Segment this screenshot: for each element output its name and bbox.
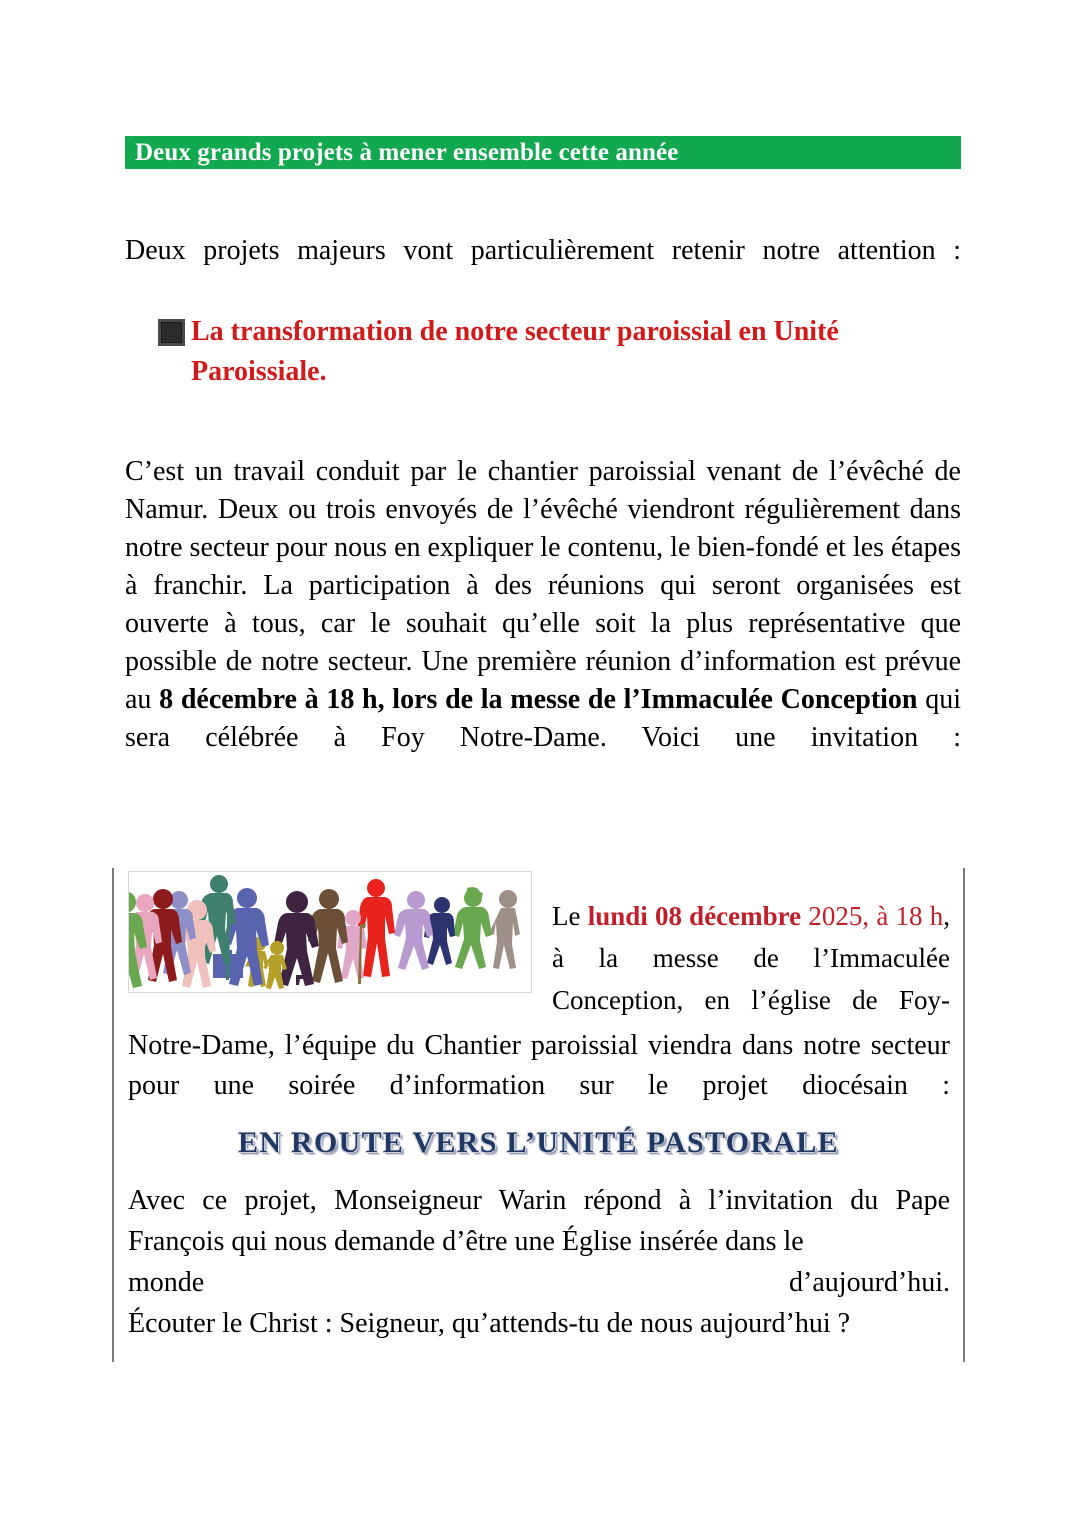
body-paragraph-part1: C’est un travail conduit par le chantier paroissial venant de l’évêché de Namur. Deux ou trois envoyés de l’évêché viendront régulièrement dans notre secteur pour nous en expliquer le contenu, le bien-fondé et les étapes à franchir. La participation à des réunions qui seront organisées est ouverte à tous, car le souhait qu’elle soit la plus représentative que possible de notre secteur. Une première réunion d’information est prévue au [125, 456, 961, 715]
bullet-item [158, 312, 963, 392]
section-banner [125, 136, 961, 169]
body-paragraph-bold-date: 8 décembre à 18 h, lors de la messe de l’Immaculée Conception [159, 684, 918, 715]
bullet-item-label [191, 312, 963, 392]
invitation-lead-plain-1: Le [552, 901, 588, 931]
invitation-closing-line1: Avec ce projet, Monseigneur Warin répond à l’invitation du Pape François qui nous demande d’être une Église insérée dans le [128, 1185, 950, 1257]
bullet-item-period: . [319, 356, 327, 387]
invitation-continuation-paragraph: Notre-Dame, l’équipe du Chantier paroissial viendra dans notre secteur pour une soirée d’information sur le projet diocésain : [128, 1030, 950, 1101]
intro-paragraph: Deux projets majeurs vont particulièrement retenir notre attention : [125, 235, 961, 266]
invitation-closing-spread-line [128, 1262, 950, 1303]
wordart-heading [114, 1126, 963, 1160]
invitation-lead-year-time: 2025, à 18 h [808, 901, 944, 931]
invitation-closing-left: monde [128, 1267, 205, 1298]
invitation-closing-right: d’aujourd’hui. [789, 1267, 950, 1298]
crowd-of-people-silhouettes-illustration [128, 871, 532, 993]
invitation-final-line: Écouter le Christ : Seigneur, qu’attends-tu de nous aujourd’hui ? [128, 1308, 851, 1339]
section-banner-title: Deux grands projets à mener ensemble cette année [135, 139, 679, 166]
wordart-heading-text: EN ROUTE VERS L’UNITÉ PASTORALE [237, 1126, 839, 1159]
invitation-top-row [114, 868, 963, 1015]
bullet-item-text: La transformation de notre secteur paroissial en Unité Paroissiale [191, 316, 839, 387]
filled-square-bullet-icon [158, 319, 185, 346]
body-paragraph [125, 453, 961, 795]
body-paragraph-part2: qui sera célébrée à Foy Notre-Dame. Voici une invitation : [125, 684, 961, 753]
invitation-box [112, 868, 965, 1362]
crowd-illustration-svg [129, 872, 531, 992]
invitation-lead-date: lundi 08 décembre [587, 901, 802, 931]
invitation-lead-plain-3: , à la messe de l’Immaculée Conception, en l’église de Foy- [552, 901, 951, 1015]
bullet-row [158, 312, 963, 392]
